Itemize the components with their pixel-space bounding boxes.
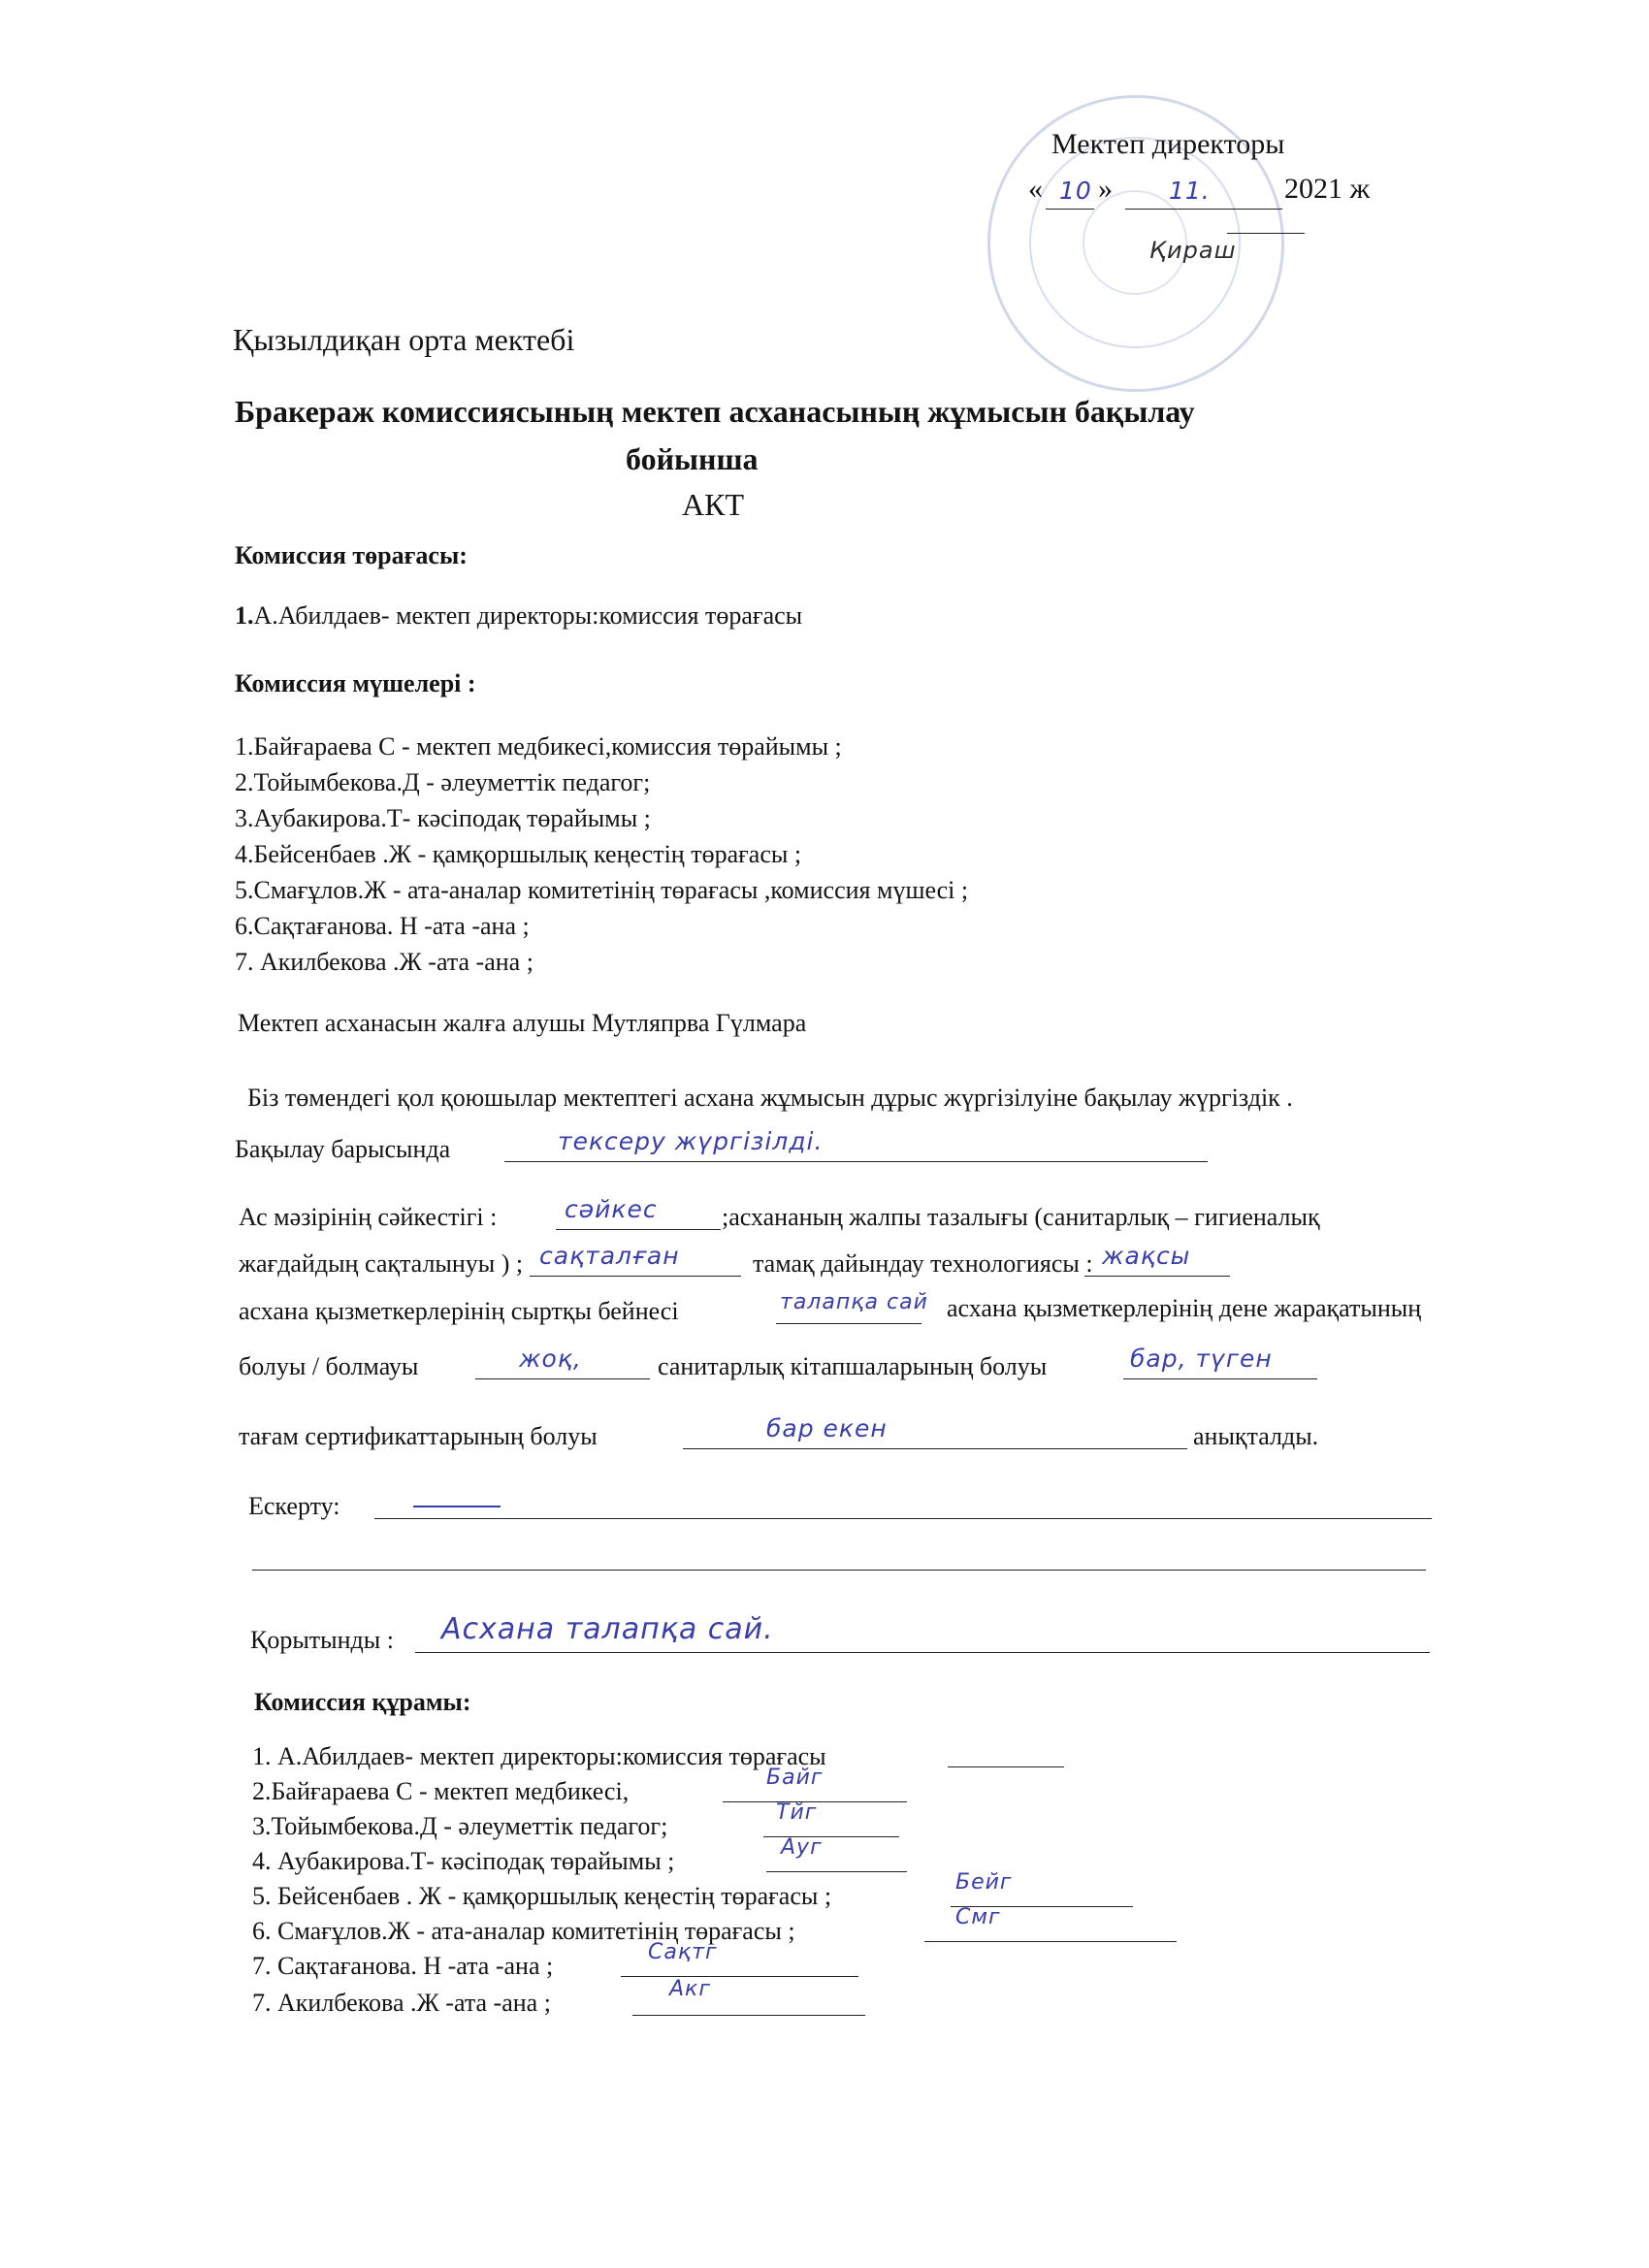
chair-text: А.Абилдаев- мектеп директоры:комиссия төрағасы bbox=[253, 601, 803, 630]
certs-suffix: анықталды. bbox=[1193, 1422, 1319, 1450]
member-item: 2.Тойымбекова.Д - әлеуметтік педагог; bbox=[235, 768, 651, 796]
date-month: 11. bbox=[1169, 177, 1211, 205]
conclusion-label: Қорытынды : bbox=[250, 1626, 394, 1654]
composition-item: 4. Аубакирова.Т- кәсіподақ төрайымы ; bbox=[252, 1847, 675, 1875]
school-name: Қызылдиқан орта мектебі bbox=[233, 322, 575, 357]
cleanliness-label: ;асхананың жалпы тазалығы (санитарлық – гигиеналық bbox=[722, 1203, 1320, 1231]
director-label: Мектеп директоры bbox=[1051, 128, 1285, 160]
signature-baigaraeva: Байг bbox=[766, 1766, 824, 1790]
title-line-1: Бракераж комиссиясының мектеп асханасының жұмысын бақылау bbox=[235, 394, 1195, 429]
tech-value: жақсы bbox=[1102, 1242, 1191, 1270]
tenant-line: Мектеп асханасын жалға алушы Мутляпрва Гүлмара bbox=[238, 1009, 807, 1037]
signature-aubakirova: Ауг bbox=[781, 1835, 823, 1860]
tech-label: тамақ дайындау технологиясы : bbox=[753, 1249, 1093, 1278]
sanitary-value: сақталған bbox=[539, 1242, 680, 1270]
signature-toiymbekova: Тйг bbox=[776, 1800, 818, 1825]
date-open-quote: « bbox=[1028, 173, 1043, 205]
title-line-3: АКТ bbox=[682, 487, 744, 522]
appearance-label: асхана қызметкерлерінің сыртқы бейнесі bbox=[239, 1297, 679, 1325]
menu-value: сәйкес bbox=[565, 1195, 658, 1223]
composition-item: 1. А.Абилдаев- мектеп директоры:комиссия төрағасы bbox=[252, 1742, 826, 1770]
director-signature: Қираш bbox=[1149, 237, 1237, 264]
injury-value: жоқ, bbox=[519, 1345, 582, 1373]
composition-item: 7. Сақтағанова. Н -ата -ана ; bbox=[252, 1952, 554, 1980]
injury-label-2: болуы / болмауы bbox=[239, 1352, 419, 1380]
date-day: 10 bbox=[1059, 177, 1092, 205]
composition-heading: Комиссия құрамы: bbox=[254, 1688, 471, 1716]
member-item: 3.Аубакирова.Т- кәсіподақ төрайымы ; bbox=[235, 804, 651, 832]
certs-value: бар екен bbox=[766, 1414, 888, 1442]
date-close-quote: » bbox=[1098, 173, 1113, 205]
injury-label: асхана қызметкерлерінің дене жарақатының bbox=[947, 1294, 1422, 1322]
signature-smagulov: Смг bbox=[955, 1905, 1001, 1929]
chair-number: 1. bbox=[235, 601, 254, 630]
sanitary-label: жағдайдың сақталынуы ) ; bbox=[239, 1249, 524, 1278]
signature-saktaganova: Сақтг bbox=[648, 1940, 718, 1964]
control-value: тексеру жүргізілді. bbox=[558, 1127, 824, 1155]
composition-item: 6. Смағұлов.Ж - ата-аналар комитетінің төрағасы ; bbox=[252, 1917, 795, 1945]
chair-heading: Комиссия төрағасы: bbox=[235, 541, 468, 569]
member-item: 5.Смағұлов.Ж - ата-аналар комитетінің төрағасы ,комиссия мүшесі ; bbox=[235, 876, 969, 904]
books-label: санитарлық кітапшаларының болуы bbox=[658, 1352, 1048, 1380]
date-year: 2021 ж bbox=[1284, 173, 1371, 205]
certs-label: тағам сертификаттарының болуы bbox=[239, 1422, 598, 1450]
appearance-value: талапқа сай bbox=[780, 1290, 928, 1314]
menu-label: Ас мәзірінің сәйкестігі : bbox=[239, 1203, 498, 1231]
member-item: 4.Бейсенбаев .Ж - қамқоршылық кеңестің төрағасы ; bbox=[235, 840, 802, 868]
composition-item: 3.Тойымбекова.Д - әлеуметтік педагог; bbox=[252, 1812, 668, 1840]
member-item: 1.Байғараева С - мектеп медбикесі,комиссия төрайымы ; bbox=[235, 732, 842, 761]
conclusion-value: Асхана талапқа сай. bbox=[441, 1612, 774, 1646]
composition-item: 7. Акилбекова .Ж -ата -ана ; bbox=[252, 1989, 551, 2017]
signature-beisenbaev: Бейг bbox=[955, 1870, 1013, 1895]
composition-item: 5. Бейсенбаев . Ж - қамқоршылық кеңестің төрағасы ; bbox=[252, 1882, 832, 1910]
books-value: бар, түген bbox=[1130, 1345, 1273, 1373]
title-line-2: бойынша bbox=[626, 441, 759, 476]
member-item: 7. Акилбекова .Ж -ата -ана ; bbox=[235, 948, 534, 976]
control-label: Бақылау барысында bbox=[235, 1135, 451, 1163]
member-item: 6.Сақтағанова. Н -ата -ана ; bbox=[235, 912, 530, 940]
composition-item: 2.Байғараева С - мектеп медбикесі, bbox=[252, 1777, 630, 1805]
members-heading: Комиссия мүшелері : bbox=[235, 669, 476, 697]
intro-text: Біз төмендегі қол қоюшылар мектептегі асхана жұмысын дұрыс жүргізілуіне бақылау жүргіздік . bbox=[247, 1084, 1293, 1112]
signature-akilbekova: Акг bbox=[669, 1977, 711, 2001]
note-label: Ескерту: bbox=[248, 1492, 340, 1520]
